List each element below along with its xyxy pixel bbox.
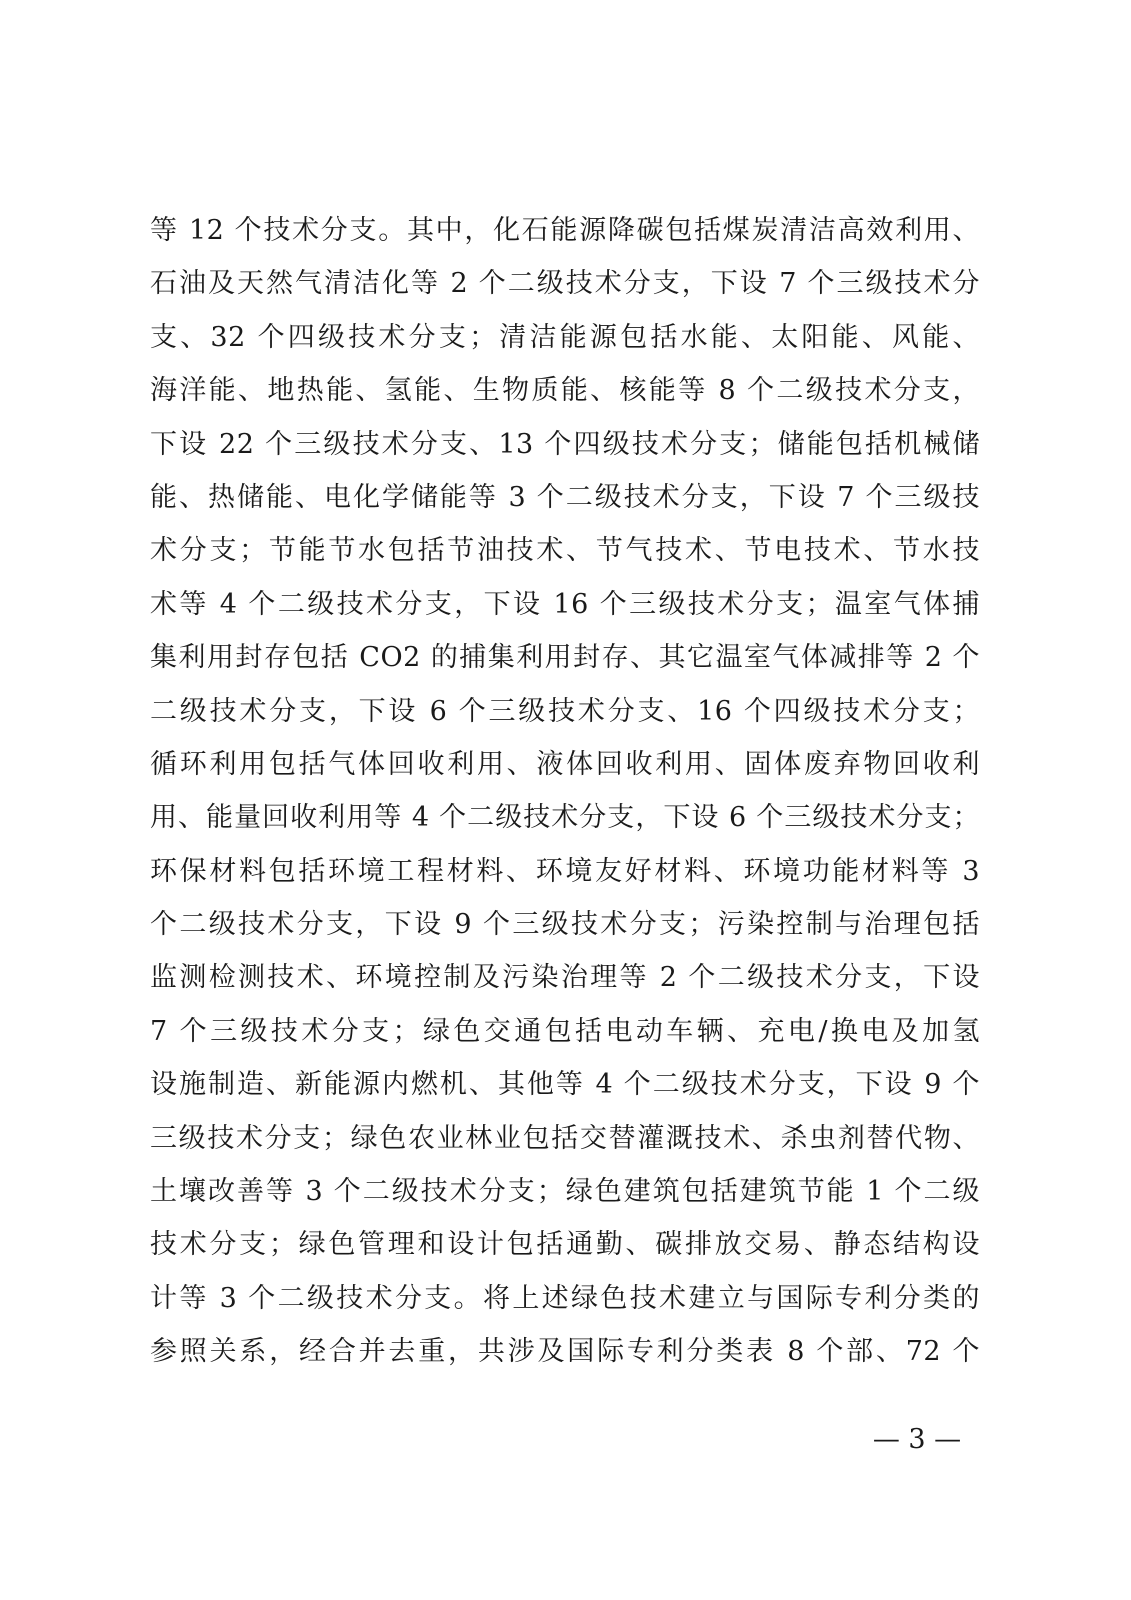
text-line: 三级技术分支；绿色农业林业包括交替灌溉技术、杀虫剂替代物、	[150, 1122, 980, 1154]
text-line: 循环利用包括气体回收利用、液体回收利用、固体废弃物回收利	[150, 748, 980, 780]
text-line: 土壤改善等 3 个二级技术分支；绿色建筑包括建筑节能 1 个二级	[150, 1176, 980, 1208]
text-line: 等 12 个技术分支。其中，化石能源降碳包括煤炭清洁高效利用、	[150, 215, 980, 246]
text-line: 参照关系，经合并去重，共涉及国际专利分类表 8 个部、72 个	[150, 1336, 980, 1368]
text-line: 集利用封存包括 CO2 的捕集利用封存、其它温室气体减排等 2 个	[150, 642, 980, 674]
text-line: 支、32 个四级技术分支；清洁能源包括水能、太阳能、风能、	[150, 321, 980, 353]
text-line: 能、热储能、电化学储能等 3 个二级技术分支，下设 7 个三级技	[150, 481, 980, 513]
text-line: 监测检测技术、环境控制及污染治理等 2 个二级技术分支，下设	[150, 962, 980, 994]
text-line: 设施制造、新能源内燃机、其他等 4 个二级技术分支，下设 9 个	[150, 1069, 980, 1101]
text-line: 技术分支；绿色管理和设计包括通勤、碳排放交易、静态结构设	[150, 1229, 980, 1261]
text-line: 7 个三级技术分支；绿色交通包括电动车辆、充电/换电及加氢	[150, 1015, 980, 1047]
text-line: 二级技术分支，下设 6 个三级技术分支、16 个四级技术分支；	[150, 695, 980, 727]
text-line: 下设 22 个三级技术分支、13 个四级技术分支；储能包括机械储	[150, 428, 980, 460]
body-paragraph	[150, 204, 980, 1379]
text-line: 计等 3 个二级技术分支。将上述绿色技术建立与国际专利分类的	[150, 1282, 980, 1314]
text-line: 术等 4 个二级技术分支，下设 16 个三级技术分支；温室气体捕	[150, 588, 980, 620]
text-line: 术分支；节能节水包括节油技术、节气技术、节电技术、节水技	[150, 535, 980, 567]
text-line: 个二级技术分支，下设 9 个三级技术分支；污染控制与治理包括	[150, 909, 980, 941]
text-line: 石油及天然气清洁化等 2 个二级技术分支，下设 7 个三级技术分	[150, 268, 980, 300]
text-line: 环保材料包括环境工程材料、环境友好材料、环境功能材料等 3	[150, 855, 980, 887]
text-line: 用、能量回收利用等 4 个二级技术分支，下设 6 个三级技术分支；	[150, 802, 980, 834]
text-line: 海洋能、地热能、氢能、生物质能、核能等 8 个二级技术分支，	[150, 375, 980, 407]
page-number: — 3 —	[872, 1424, 962, 1455]
